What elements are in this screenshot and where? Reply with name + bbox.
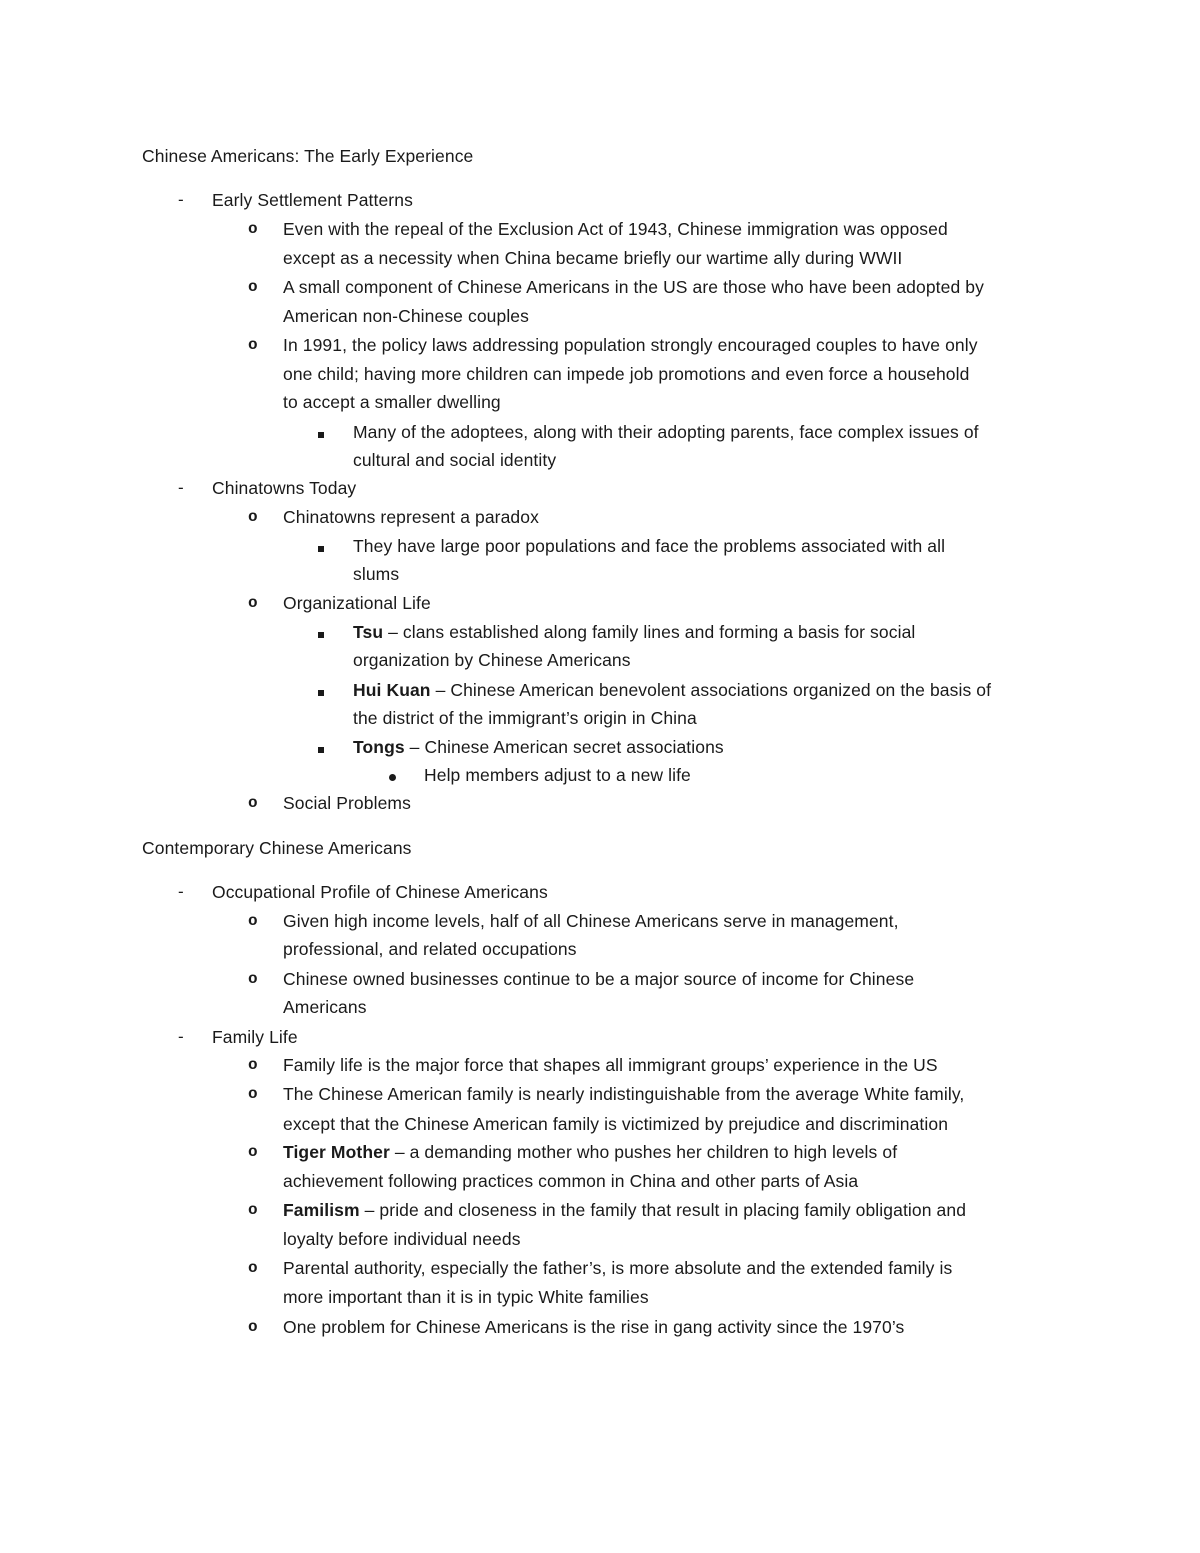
- subpoint-line: organization by Chinese Americans: [353, 650, 631, 670]
- dash-marker: -: [178, 882, 184, 901]
- circle-bullet: o: [248, 1259, 258, 1277]
- term-tongs: Tongs: [353, 737, 405, 757]
- term-hui-kuan: Hui Kuan: [353, 680, 431, 700]
- term-tsu: Tsu: [353, 622, 384, 642]
- subpoint-line: Many of the adoptees, along with their adopting parents, face complex issues of: [353, 422, 979, 442]
- point-line: Chinese owned businesses continue to be a major source of income for Chinese: [283, 969, 915, 989]
- topic-title: Family Life: [212, 1027, 298, 1047]
- point-line: One problem for Chinese Americans is the rise in gang activity since the 1970’s: [283, 1317, 905, 1337]
- point-line: to accept a smaller dwelling: [283, 392, 501, 412]
- square-bullet: [318, 535, 324, 557]
- circle-bullet: o: [248, 1056, 258, 1074]
- point-line: A small component of Chinese Americans in the US are those who have been adopted by: [283, 277, 984, 297]
- subpoint-line: [353, 736, 724, 758]
- point-line: professional, and related occupations: [283, 939, 577, 959]
- circle-bullet: o: [248, 336, 258, 354]
- point-line: American non-Chinese couples: [283, 306, 529, 326]
- dash-marker: -: [178, 478, 184, 497]
- definition-text: – clans established along family lines and forming a basis for social: [383, 622, 916, 642]
- point-line: except as a necessity when China became briefly our wartime ally during WWII: [283, 248, 903, 268]
- square-bullet: [318, 621, 324, 643]
- circle-bullet: o: [248, 594, 258, 612]
- subpoint-line: [353, 679, 991, 701]
- square-bullet: [318, 736, 324, 758]
- point-line: In 1991, the policy laws addressing population strongly encouraged couples to have only: [283, 335, 978, 355]
- subpoint-line: They have large poor populations and face the problems associated with all: [353, 536, 946, 556]
- circle-bullet: o: [248, 912, 258, 930]
- subpoint-line: [353, 621, 915, 643]
- point-line: Even with the repeal of the Exclusion Act of 1943, Chinese immigration was opposed: [283, 219, 948, 239]
- definition-text: – a demanding mother who pushes her children to high levels of: [389, 1142, 898, 1162]
- point-line: [283, 1141, 897, 1163]
- circle-bullet: o: [248, 970, 258, 988]
- topic-title: Chinatowns Today: [212, 478, 357, 498]
- section-heading: Contemporary Chinese Americans: [142, 838, 412, 858]
- point-line: more important than it is in typic White families: [283, 1287, 649, 1307]
- circle-bullet: o: [248, 1201, 258, 1219]
- term-tiger-mother: Tiger Mother: [283, 1142, 390, 1162]
- point-line: Family life is the major force that shapes all immigrant groups’ experience in the US: [283, 1055, 938, 1075]
- dash-marker: -: [178, 190, 184, 209]
- term-familism: Familism: [283, 1200, 360, 1220]
- point-line: [283, 1199, 966, 1221]
- subpoint-line: cultural and social identity: [353, 450, 557, 470]
- circle-bullet: o: [248, 1085, 258, 1103]
- point-line: Given high income levels, half of all Chinese Americans serve in management,: [283, 911, 899, 931]
- point-line: The Chinese American family is nearly indistinguishable from the average White family,: [283, 1084, 965, 1104]
- circle-bullet: o: [248, 794, 258, 812]
- subpoint-line: the district of the immigrant’s origin in China: [353, 708, 697, 728]
- section-heading: Chinese Americans: The Early Experience: [142, 146, 474, 166]
- point-line: Chinatowns represent a paradox: [283, 507, 539, 527]
- circle-bullet: o: [248, 278, 258, 296]
- circle-bullet: o: [248, 508, 258, 526]
- point-line: Americans: [283, 997, 367, 1017]
- point-line: one child; having more children can impede job promotions and even force a household: [283, 364, 970, 384]
- square-bullet: [318, 679, 324, 701]
- point-line: except that the Chinese American family is victimized by prejudice and discrimination: [283, 1114, 949, 1134]
- definition-text: – pride and closeness in the family that result in placing family obligation and: [359, 1200, 967, 1220]
- point-line: Social Problems: [283, 793, 411, 813]
- definition-text: – Chinese American benevolent associations organized on the basis of: [430, 680, 992, 700]
- circle-bullet: o: [248, 220, 258, 238]
- dash-marker: -: [178, 1027, 184, 1046]
- point-line: Organizational Life: [283, 593, 431, 613]
- topic-title: Early Settlement Patterns: [212, 190, 413, 210]
- point-line: Parental authority, especially the father’s, is more absolute and the extended family is: [283, 1258, 953, 1278]
- point-line: loyalty before individual needs: [283, 1229, 521, 1249]
- dot-bullet: [389, 764, 396, 786]
- bullet-line: Help members adjust to a new life: [424, 765, 691, 785]
- subpoint-line: slums: [353, 564, 400, 584]
- circle-bullet: o: [248, 1318, 258, 1336]
- circle-bullet: o: [248, 1143, 258, 1161]
- square-bullet: [318, 421, 324, 443]
- definition-text: – Chinese American secret associations: [404, 737, 724, 757]
- point-line: achievement following practices common in China and other parts of Asia: [283, 1171, 859, 1191]
- topic-title: Occupational Profile of Chinese Americans: [212, 882, 548, 902]
